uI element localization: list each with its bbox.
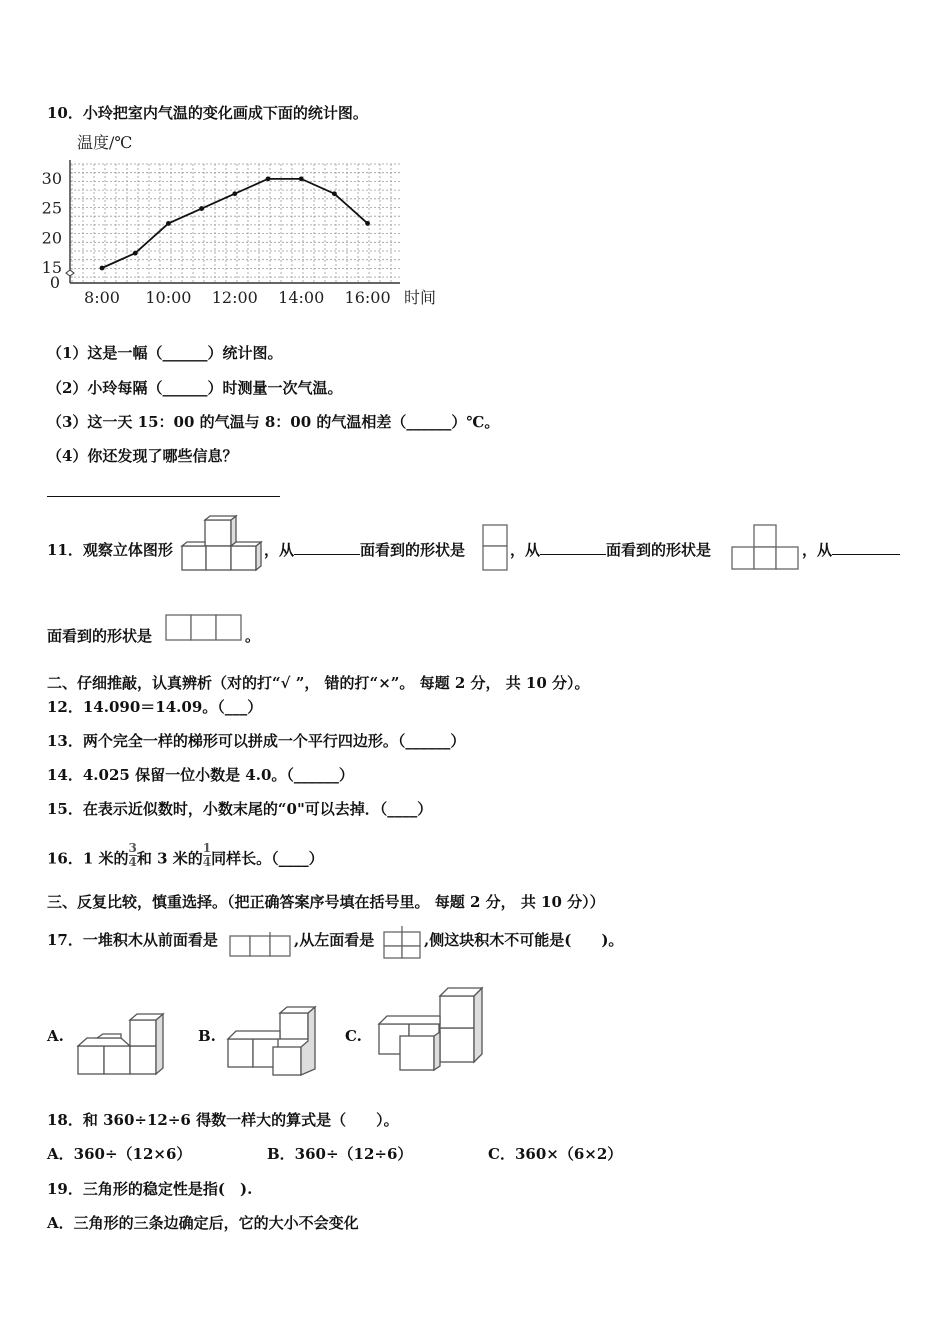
q11-part1: ，从 <box>264 541 295 559</box>
x-axis-label: 时间 <box>404 288 437 307</box>
blank-q11-2[interactable] <box>540 540 606 555</box>
q19-option-a: A．三角形的三条边确定后，它的大小不会变化 <box>47 1214 359 1232</box>
solid-figure-q11 <box>180 514 265 574</box>
q17-part-a: 17．一堆积木从前面看是 <box>47 931 218 949</box>
q11-part3: ，从 <box>510 541 541 559</box>
q11-line2: 面看到的形状是 <box>47 627 153 645</box>
q16 <box>47 841 324 873</box>
view-shape-1 <box>482 524 512 574</box>
q13: 13．两个完全一样的梯形可以拼成一个平行四边形。（______） <box>47 732 466 750</box>
answer-line <box>47 496 280 497</box>
q11-end: 。 <box>245 627 261 645</box>
q17-part-b: ,从左面看是 <box>294 931 375 949</box>
q17-option-c-label: C. <box>345 1027 362 1045</box>
data-point <box>365 221 370 226</box>
x-tick-label: 12:00 <box>211 288 258 307</box>
q18-option-a: A．360÷（12×6） <box>47 1145 192 1163</box>
x-tick-label: 14:00 <box>278 288 325 307</box>
blank-q11-3[interactable] <box>832 540 900 555</box>
q19: 19．三角形的稳定性是指( ). <box>47 1180 253 1198</box>
data-point <box>232 191 237 196</box>
q15: 15．在表示近似数时，小数末尾的“0"可以去掉．（____） <box>47 800 433 818</box>
q10-title: 10．小玲把室内气温的变化画成下面的统计图。 <box>47 104 368 122</box>
q17-option-b-figure <box>226 1003 326 1083</box>
q10-sub2: （2）小玲每隔（______）时测量一次气温。 <box>47 379 343 397</box>
fraction-1-4: $\frac{1}{4}$ <box>202 841 212 869</box>
data-point <box>199 206 204 211</box>
q17-option-b-label: B. <box>198 1027 216 1045</box>
q17-option-c-figure <box>374 986 494 1076</box>
q11-part4: 面看到的形状是 <box>606 541 712 559</box>
q17-option-a-figure <box>75 1012 175 1082</box>
q18-option-b: B．360÷（12÷6） <box>267 1145 413 1163</box>
q11-line1 <box>47 540 173 560</box>
view-shape-2 <box>731 524 801 574</box>
q11-prefix: 11．观察立体图形 <box>47 541 173 559</box>
blank-q11-1[interactable] <box>294 540 360 555</box>
q18: 18．和 360÷12÷6 得数一样大的算式是（ ）。 <box>47 1111 399 1129</box>
data-point <box>299 176 304 181</box>
x-tick-label: 16:00 <box>344 288 391 307</box>
y-tick-label: 20 <box>41 228 62 248</box>
q16-part-b: 和 3 米的 <box>136 849 203 868</box>
q16-part-a: 16．1 米的 <box>47 849 129 868</box>
q16-part-c: 同样长。（____） <box>211 849 324 868</box>
y-tick-label: 25 <box>41 198 62 218</box>
section3-heading: 三、反复比较，慎重选择。（把正确答案序号填在括号里。 每题 2 分， 共 10 分）） <box>47 893 605 911</box>
y-tick-label: 0 <box>49 273 61 292</box>
data-point <box>166 221 171 226</box>
q17 <box>47 930 218 950</box>
x-tick-label: 8:00 <box>84 288 120 307</box>
data-point <box>133 251 138 256</box>
y-axis-label: 温度/℃ <box>77 133 133 152</box>
data-point <box>266 176 271 181</box>
q14: 14．4.025 保留一位小数是 4.0。（______） <box>47 766 354 784</box>
data-point <box>100 266 105 271</box>
fraction-3-4: $\frac{3}{4}$ <box>128 841 137 869</box>
view-shape-3 <box>165 614 245 644</box>
q11-part5: ，从 <box>802 541 833 559</box>
q10-sub1: （1）这是一幅（______）统计图。 <box>47 344 283 362</box>
data-point <box>332 191 337 196</box>
front-view-q17 <box>229 931 295 961</box>
temperature-line-chart <box>40 128 460 313</box>
section2-heading: 二、仔细推敲，认真辨析（对的打“√ ”， 错的打“×”。 每题 2 分， 共 10 分）。 <box>47 674 590 692</box>
left-view-q17 <box>383 924 423 960</box>
q12: 12．14.090＝14.09。（___） <box>47 698 263 716</box>
y-tick-label: 30 <box>41 168 62 188</box>
q10-sub4: （4）你还发现了哪些信息？ <box>47 447 238 465</box>
q17-option-a-label: A. <box>47 1027 64 1045</box>
q10-sub3: （3）这一天 15：00 的气温与 8：00 的气温相差（______）℃。 <box>47 413 500 431</box>
q11-part2: 面看到的形状是 <box>360 541 466 559</box>
y-tick-label: 15 <box>41 258 62 277</box>
x-tick-label: 10:00 <box>145 288 192 307</box>
q17-part-c: ,侧这块积木不可能是( )。 <box>424 931 624 949</box>
axis-break-mark <box>66 270 74 276</box>
q18-option-c: C．360×（6×2） <box>488 1145 623 1163</box>
